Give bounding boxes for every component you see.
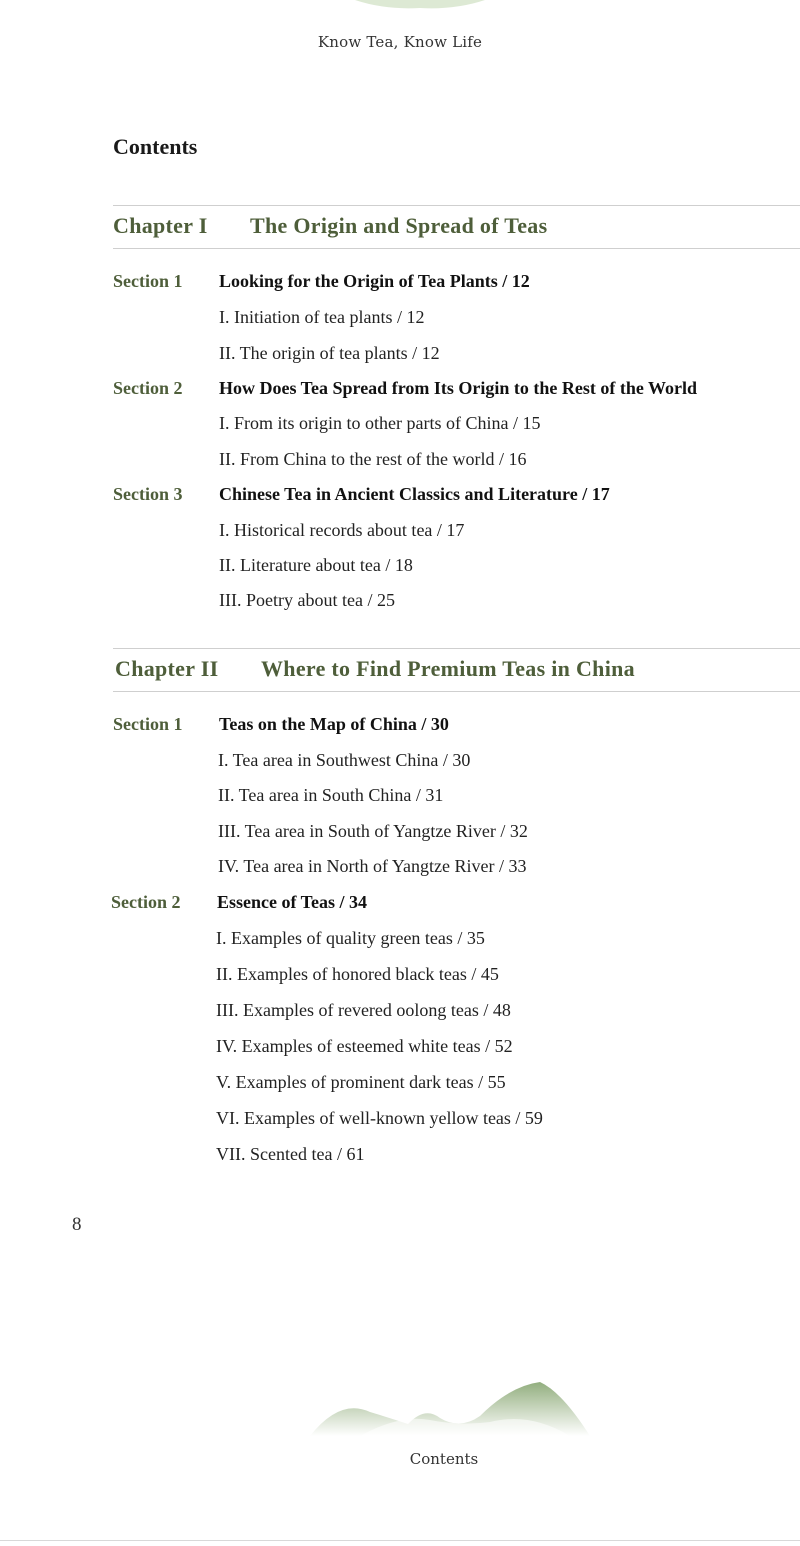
running-header: Know Tea, Know Life [317, 33, 483, 51]
toc-entry: I. From its origin to other parts of China / 15 [219, 413, 541, 433]
toc-entry: III. Examples of revered oolong teas / 48 [216, 1000, 511, 1020]
toc-entry: I. Initiation of tea plants / 12 [219, 307, 425, 327]
chapter-heading [113, 205, 800, 249]
chapter-title: Where to Find Premium Teas in China [261, 656, 635, 681]
chapter-label: Chapter I [113, 213, 208, 238]
section-title: How Does Tea Spread from Its Origin to the Rest of the World [219, 378, 698, 398]
toc-entry: II. Literature about tea / 18 [219, 555, 413, 575]
toc-entry: II. The origin of tea plants / 12 [219, 343, 440, 363]
toc-entry: IV. Examples of esteemed white teas / 52 [216, 1036, 513, 1056]
chapter-label: Chapter II [115, 656, 219, 681]
footer-mountain-ornament [300, 1378, 600, 1440]
section-title: Essence of Teas / 34 [217, 892, 368, 912]
contents-title: Contents [113, 134, 198, 159]
toc-entry: II. From China to the rest of the world / 16 [219, 449, 527, 469]
toc-entry: III. Tea area in South of Yangtze River / 32 [218, 821, 528, 841]
section-label: Section 2 [113, 378, 183, 398]
section-title: Teas on the Map of China / 30 [219, 714, 449, 734]
toc-entry: I. Historical records about tea / 17 [219, 520, 465, 540]
toc-entry: VII. Scented tea / 61 [216, 1144, 365, 1164]
section-title: Chinese Tea in Ancient Classics and Literature / 17 [219, 484, 610, 504]
bottom-rule [0, 1540, 800, 1541]
toc-entry: VI. Examples of well-known yellow teas / 59 [216, 1108, 543, 1128]
section-label: Section 1 [113, 271, 183, 291]
header-mountain-ornament [355, 0, 485, 14]
section-label: Section 3 [113, 484, 183, 504]
page-number: 8 [72, 1214, 82, 1235]
toc-entry: IV. Tea area in North of Yangtze River / 33 [218, 856, 527, 876]
toc-entry: III. Poetry about tea / 25 [219, 590, 395, 610]
running-footer: Contents [409, 1450, 479, 1468]
toc-entry: I. Tea area in Southwest China / 30 [218, 750, 471, 770]
chapter-heading [113, 648, 800, 692]
section-label: Section 2 [111, 892, 181, 912]
toc-entry: V. Examples of prominent dark teas / 55 [216, 1072, 506, 1092]
chapter-title: The Origin and Spread of Teas [250, 213, 548, 238]
section-title: Looking for the Origin of Tea Plants / 12 [219, 271, 530, 291]
toc-entry: II. Examples of honored black teas / 45 [216, 964, 499, 984]
section-label: Section 1 [113, 714, 183, 734]
toc-entry: I. Examples of quality green teas / 35 [216, 928, 485, 948]
toc-entry: II. Tea area in South China / 31 [218, 785, 444, 805]
